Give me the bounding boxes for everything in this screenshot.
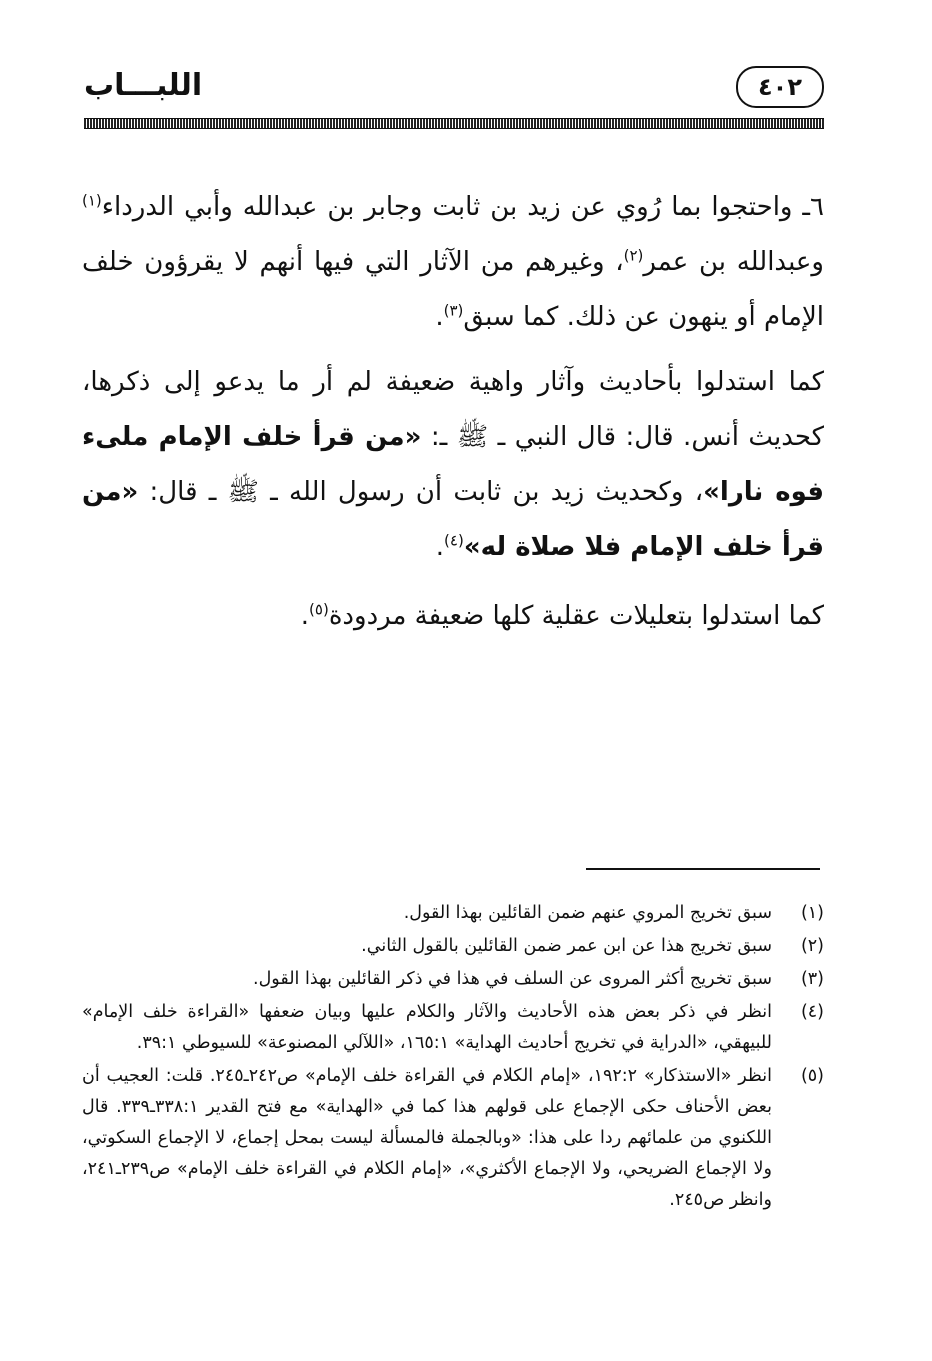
footnote (82, 898, 824, 929)
footnote-ref-1: (١) (82, 191, 102, 210)
footnote-number: (٤) (800, 1002, 824, 1022)
text-segment: كما استدلوا بأحاديث وآثار واهية ضعيفة لم أر ما يدعو إلى ذكرها، كحديث أنس. قال: قال النبي ـ ﷺ ـ: (82, 367, 824, 452)
footnote-number: (٢) (800, 936, 824, 956)
footnote-ref-2: (٢) (623, 246, 644, 265)
page-header (84, 64, 824, 112)
page-number: ٤٠٢ (736, 66, 824, 108)
text-segment: وعبدالله بن عمر (643, 247, 824, 277)
footnote (82, 931, 824, 962)
text-segment: كما استدلوا بتعليلات عقلية كلها ضعيفة مردودة (328, 601, 824, 631)
text-segment: ٦ـ واحتجوا بما رُوي عن زيد بن ثابت وجابر بن عبدالله وأبي الدرداء (101, 192, 824, 222)
footnote-number: (٥) (800, 1066, 824, 1086)
footnote-text: سبق تخريج المروي عنهم ضمن القائلين بهذا القول. (403, 903, 772, 923)
paragraph-1 (82, 180, 824, 345)
footnote-text: انظر في ذكر بعض هذه الأحاديث والآثار والكلام عليها وبيان ضعفها «القراءة خلف الإمام» للبيهقي، «الدراية في تخريج أحاديث الهداية» ١٦٥:١، «اللآلي المصنوعة» للسيوطي ٣٩:١. (82, 1002, 772, 1053)
footnote (82, 997, 824, 1059)
footnote-ref-4: (٤) (444, 531, 464, 550)
footnote-text: سبق تخريج أكثر المروى عن السلف في هذا في ذكر القائلين بهذا القول. (253, 969, 772, 989)
footnote-text: سبق تخريج هذا عن ابن عمر ضمن القائلين بالقول الثاني. (361, 936, 772, 956)
text-segment: . (300, 601, 310, 631)
paragraph-3 (82, 589, 824, 644)
hadith-quote-2: «من قرأ خلف الإمام فلا صلاة له» (82, 477, 824, 562)
footnote (82, 1061, 824, 1216)
footnote-ref-5: (٥) (309, 600, 329, 619)
hadith-quote-1: «من قرأ خلف الإمام ملىء فوه نارا» (82, 422, 824, 507)
text-segment: ، وغيرهم من الآثار التي فيها أنهم لا يقرؤون خلف الإمام أو ينهون عن ذلك. كما سبق (82, 247, 824, 332)
footnote-number: (١) (800, 903, 824, 923)
footnote-text: انظر «الاستذكار» ١٩٢:٢، «إمام الكلام في القراءة خلف الإمام» ص٢٤٢ـ٢٤٥. قلت: العجيب أن بعض الأحناف حكى الإجماع على قولهم هذا كما في «الهداية» مع فتح القدير ٣٣٨:١ـ٣٣٩. قال اللكنوي من علمائهم ردا على هذا: «وبالجملة فالمسألة ليست بمحل إجماع، لا الإجماع السكوتي، ولا الإجماع الضريحي، ولا الإجماع الأكثري»، «إمام الكلام في القراءة خلف الإمام» ص٢٣٩ـ٢٤١، وانظر ص٢٤٥. (82, 1066, 772, 1210)
footnote-ref-3: (٣) (443, 301, 464, 320)
text-segment: ، وكحديث زيد بن ثابت أن رسول الله ـ ﷺ ـ قال: (138, 477, 704, 507)
text-segment: . (435, 302, 444, 332)
footnote (82, 964, 824, 995)
paragraph-2 (82, 355, 824, 575)
header-rule (84, 118, 824, 129)
main-text (82, 180, 824, 654)
footnotes (82, 898, 824, 1218)
running-title: اللبـــاب (84, 68, 203, 103)
footnote-separator (586, 868, 820, 870)
text-segment: . (435, 532, 445, 562)
footnote-number: (٣) (800, 969, 824, 989)
